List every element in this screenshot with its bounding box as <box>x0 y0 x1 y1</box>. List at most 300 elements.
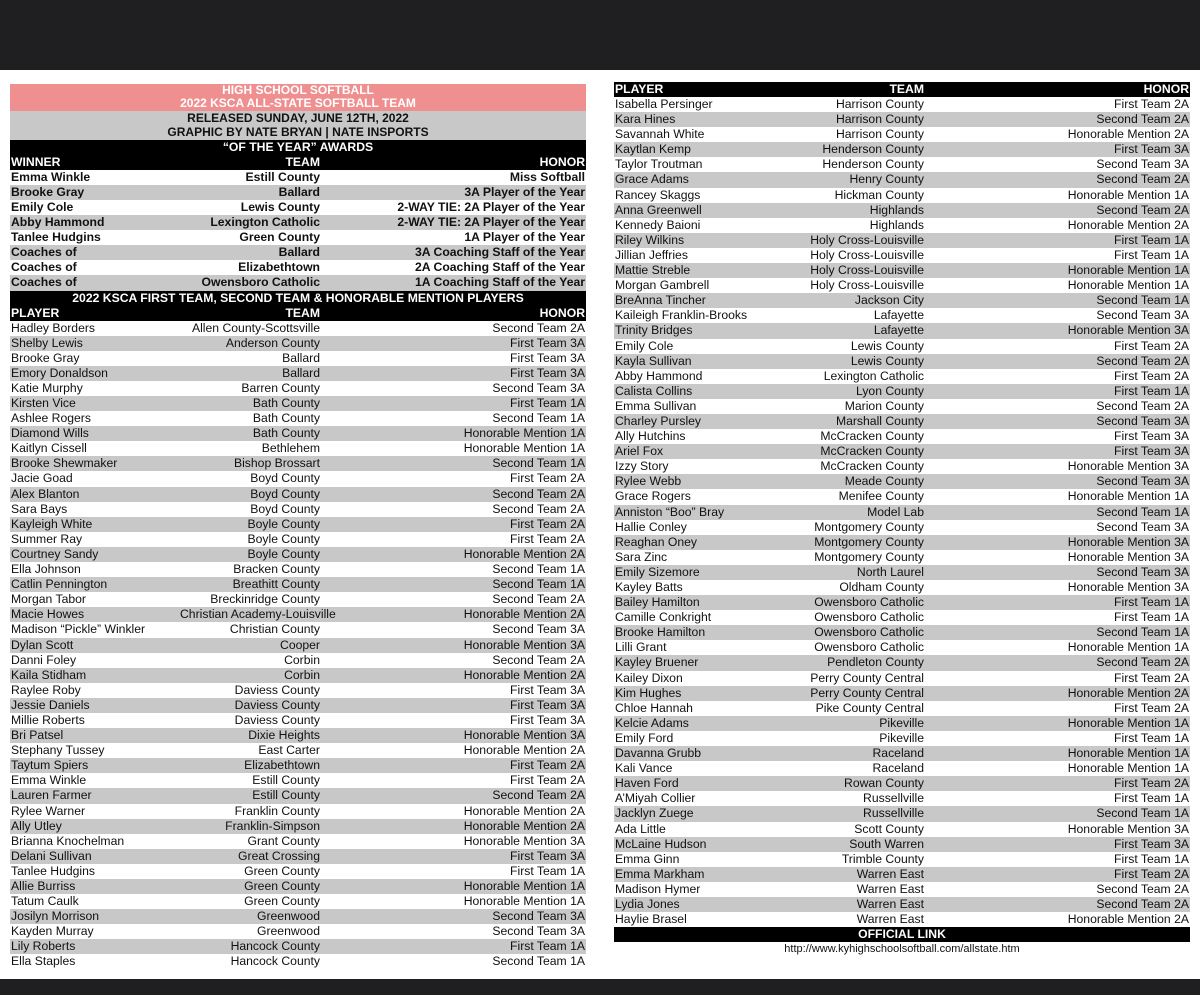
player-honor: First Team 1A <box>1114 851 1189 866</box>
player-honor: First Team 1A <box>1114 730 1189 745</box>
table-row <box>10 532 586 547</box>
player-honor: First Team 1A <box>510 863 585 878</box>
player-honor: Second Team 3A <box>492 909 585 924</box>
player-name: Josilyn Morrison <box>11 909 100 924</box>
player-name: Kayden Murray <box>11 924 94 939</box>
player-honor: First Team 2A <box>1114 866 1189 881</box>
table-row <box>614 505 1190 520</box>
players-title: 2022 KSCA FIRST TEAM, SECOND TEAM & HONORABLE MENTION PLAYERS <box>10 291 586 306</box>
player-team: Russellville <box>863 791 924 806</box>
player-name: Kirsten Vice <box>11 396 76 410</box>
player-team: Lexington Catholic <box>823 368 924 383</box>
player-name: Danni Foley <box>11 652 77 667</box>
player-honor: Second Team 2A <box>492 652 585 667</box>
header-title-line2: 2022 KSCA ALL-STATE SOFTBALL TEAM <box>10 97 586 110</box>
player-team: Franklin-Simpson <box>225 818 320 833</box>
award-honor: 3A Player of the Year <box>464 184 585 199</box>
player-team: Boyle County <box>247 531 320 546</box>
award-honor: 2-WAY TIE: 2A Player of the Year <box>397 215 585 230</box>
player-name: McLaine Hudson <box>615 836 707 851</box>
table-row <box>614 263 1190 278</box>
official-link-label: OFFICIAL LINK <box>614 927 1190 942</box>
table-row <box>614 580 1190 595</box>
player-honor: Second Team 3A <box>1096 413 1189 428</box>
player-team: Christian Academy-Louisville <box>180 607 336 622</box>
table-row <box>614 746 1190 761</box>
player-honor: First Team 3A <box>510 697 585 712</box>
player-honor: First Team 2A <box>1114 97 1189 111</box>
player-team: Christian County <box>229 622 320 637</box>
table-row <box>614 535 1190 550</box>
player-name: A’Miyah Collier <box>615 791 696 806</box>
player-name: Mattie Streble <box>615 263 691 278</box>
player-honor: Second Team 2A <box>1096 202 1189 217</box>
player-name: Emily Cole <box>615 338 674 353</box>
table-row <box>614 308 1190 323</box>
player-team: Allen County-Scottsville <box>191 320 320 335</box>
player-name: Millie Roberts <box>11 712 85 727</box>
table-row <box>614 474 1190 489</box>
player-honor: First Team 2A <box>510 531 585 546</box>
player-team: Lyon County <box>856 383 924 398</box>
player-honor: Second Team 3A <box>492 622 585 637</box>
player-team: Boyle County <box>247 516 320 531</box>
player-name: Stephany Tussey <box>11 743 105 758</box>
col-honor: HONOR <box>1143 82 1189 96</box>
player-name: Shelby Lewis <box>11 335 83 350</box>
player-name: Kailey Dixon <box>615 670 683 685</box>
player-team: Boyd County <box>250 501 320 516</box>
player-team: Warren East <box>856 896 924 911</box>
player-name: Jessie Daniels <box>11 697 90 712</box>
award-winner: Coaches of <box>11 260 77 275</box>
player-name: Macie Howes <box>11 607 85 622</box>
player-team: Lewis County <box>850 353 924 368</box>
player-honor: Second Team 2A <box>492 501 585 516</box>
player-name: Kara Hines <box>615 112 676 127</box>
table-row <box>614 112 1190 127</box>
award-row <box>10 260 586 275</box>
player-team: McCracken County <box>820 459 924 474</box>
player-team: Daviess County <box>234 712 320 727</box>
player-team: South Warren <box>849 836 924 851</box>
table-row <box>614 142 1190 157</box>
award-honor: 2-WAY TIE: 2A Player of the Year <box>397 199 585 214</box>
player-honor: First Team 2A <box>510 516 585 531</box>
player-name: Kelcie Adams <box>615 715 689 730</box>
player-name: Ally Utley <box>11 818 62 833</box>
award-winner: Tanlee Hudgins <box>11 230 101 245</box>
player-honor: First Team 3A <box>1114 142 1189 157</box>
player-honor: Second Team 3A <box>1096 564 1189 579</box>
player-honor: First Team 2A <box>1114 670 1189 685</box>
award-row <box>10 170 586 185</box>
player-honor: First Team 1A <box>1114 247 1189 262</box>
player-honor: Second Team 2A <box>492 320 585 335</box>
player-team: Ballard <box>282 365 320 380</box>
player-team: Breckinridge County <box>210 592 320 607</box>
table-row <box>614 640 1190 655</box>
player-team: Montgomery County <box>814 519 924 534</box>
player-honor: Honorable Mention 3A <box>1067 821 1189 836</box>
table-row <box>614 293 1190 308</box>
table-row <box>614 716 1190 731</box>
table-row <box>614 127 1190 142</box>
player-team: Corbin <box>284 652 320 667</box>
player-team: Green County <box>244 894 320 909</box>
player-team: Harrison County <box>835 97 924 111</box>
player-honor: Second Team 2A <box>492 592 585 607</box>
table-row <box>10 713 586 728</box>
player-team: Bath County <box>252 411 320 426</box>
table-row <box>10 638 586 653</box>
player-name: Ella Johnson <box>11 562 81 577</box>
player-team: Elizabethtown <box>244 758 320 773</box>
player-honor: First Team 1A <box>1114 232 1189 247</box>
table-row <box>10 562 586 577</box>
player-honor: Honorable Mention 2A <box>1067 127 1189 142</box>
player-honor: Second Team 3A <box>1096 308 1189 323</box>
player-name: Emma Sullivan <box>615 398 697 413</box>
player-name: Isabella Persinger <box>615 97 713 111</box>
player-name: Anna Greenwell <box>615 202 702 217</box>
table-row <box>614 731 1190 746</box>
player-honor: Second Team 2A <box>492 788 585 803</box>
right-players-table <box>614 97 1190 927</box>
player-team: Harrison County <box>835 127 924 142</box>
table-row <box>10 577 586 592</box>
player-name: Bri Patsel <box>11 728 64 743</box>
player-name: Rylee Warner <box>11 803 86 818</box>
table-row <box>614 444 1190 459</box>
player-honor: Honorable Mention 1A <box>1067 640 1189 655</box>
player-team: Menifee County <box>838 489 924 504</box>
player-honor: Honorable Mention 1A <box>1067 263 1189 278</box>
player-team: Lewis County <box>850 338 924 353</box>
player-team: Greenwood <box>256 924 320 939</box>
player-honor: First Team 1A <box>510 396 585 410</box>
player-name: Kayley Bruener <box>615 655 699 670</box>
player-honor: Second Team 1A <box>1096 293 1189 308</box>
player-team: Cooper <box>280 637 320 652</box>
player-name: Kim Hughes <box>615 685 682 700</box>
table-row <box>10 909 586 924</box>
player-name: Emily Ford <box>615 730 674 745</box>
player-team: Scott County <box>854 821 924 836</box>
table-row <box>10 954 586 969</box>
player-team: Model Lab <box>867 504 924 519</box>
table-row <box>10 517 586 532</box>
table-row <box>10 592 586 607</box>
award-honor: 1A Player of the Year <box>464 230 585 245</box>
player-name: Camille Conkright <box>615 610 712 625</box>
table-row <box>10 728 586 743</box>
player-name: Dylan Scott <box>11 637 74 652</box>
player-team: Oldham County <box>839 580 924 594</box>
player-honor: First Team 2A <box>510 758 585 773</box>
player-name: Grace Rogers <box>615 489 691 504</box>
table-row <box>614 218 1190 233</box>
player-team: Jackson City <box>854 293 924 308</box>
player-honor: Second Team 2A <box>492 486 585 501</box>
player-name: Emma Ginn <box>615 851 680 866</box>
player-name: Izzy Story <box>615 459 669 474</box>
player-team: Perry County Central <box>810 685 924 700</box>
awards-col-team: TEAM <box>285 154 320 169</box>
table-row <box>10 381 586 396</box>
table-row <box>10 879 586 894</box>
player-name: Grace Adams <box>615 172 689 187</box>
bottom-dark-bar <box>0 979 1200 995</box>
player-name: Summer Ray <box>11 531 83 546</box>
player-honor: Second Team 1A <box>492 411 585 426</box>
table-row <box>10 864 586 879</box>
table-row <box>614 278 1190 293</box>
player-team: Grant County <box>247 833 320 848</box>
player-name: Savannah White <box>615 127 705 142</box>
col-player: PLAYER <box>615 82 664 96</box>
table-row <box>614 203 1190 218</box>
player-team: Henderson County <box>822 142 924 157</box>
award-winner: Coaches of <box>11 275 77 290</box>
table-row <box>614 837 1190 852</box>
awards-title: “OF THE YEAR” AWARDS <box>10 140 586 155</box>
player-honor: First Team 3A <box>510 365 585 380</box>
player-name: Courtney Sandy <box>11 546 99 561</box>
table-row <box>10 336 586 351</box>
table-row <box>10 456 586 471</box>
player-team: Trimble County <box>841 851 924 866</box>
player-name: Kayla Sullivan <box>615 353 692 368</box>
player-name: Abby Hammond <box>615 368 703 383</box>
table-row <box>10 502 586 517</box>
player-honor: Honorable Mention 1A <box>463 426 585 441</box>
table-row <box>614 867 1190 882</box>
player-name: Tanlee Hudgins <box>11 863 96 878</box>
player-honor: Honorable Mention 1A <box>463 879 585 893</box>
player-team: Pikeville <box>879 730 924 745</box>
player-name: Charley Pursley <box>615 413 702 428</box>
table-row <box>614 852 1190 867</box>
player-honor: First Team 3A <box>1114 836 1189 851</box>
table-row <box>10 351 586 366</box>
player-honor: Honorable Mention 2A <box>1067 685 1189 700</box>
player-honor: Second Team 3A <box>1096 157 1189 172</box>
player-team: McCracken County <box>820 444 924 459</box>
table-row <box>614 761 1190 776</box>
player-team: Ballard <box>282 350 320 365</box>
player-name: Brianna Knochelman <box>11 833 125 848</box>
table-row <box>10 471 586 486</box>
table-row <box>10 743 586 758</box>
player-team: Henry County <box>849 172 924 187</box>
player-team: Daviess County <box>234 682 320 697</box>
player-honor: Honorable Mention 1A <box>1067 761 1189 776</box>
player-name: Jillian Jeffries <box>615 247 688 262</box>
table-row <box>10 819 586 834</box>
award-row <box>10 230 586 245</box>
table-row <box>614 233 1190 248</box>
player-team: Lafayette <box>873 308 924 323</box>
table-row <box>614 414 1190 429</box>
player-honor: Second Team 1A <box>492 456 585 471</box>
player-name: Riley Wilkins <box>615 232 685 247</box>
award-team: Elizabethtown <box>238 260 320 275</box>
player-name: Ashlee Rogers <box>11 411 91 426</box>
left-players-header-row <box>10 306 586 321</box>
award-team: Ballard <box>278 245 320 260</box>
player-name: Haylie Brasel <box>615 912 687 927</box>
player-name: Diamond Wills <box>11 426 89 441</box>
player-honor: Honorable Mention 1A <box>1067 187 1189 202</box>
player-name: Emma Markham <box>615 866 705 881</box>
table-row <box>614 897 1190 912</box>
player-honor: First Team 1A <box>1114 383 1189 398</box>
player-team: Bath County <box>252 396 320 410</box>
award-team: Lewis County <box>240 199 320 214</box>
table-row <box>614 157 1190 172</box>
player-name: Reaghan Oney <box>615 534 697 549</box>
player-name: Emory Donaldson <box>11 365 108 380</box>
player-name: Ally Hutchins <box>615 429 686 444</box>
player-honor: Second Team 1A <box>492 954 585 969</box>
awards-header-row <box>10 155 586 170</box>
player-name: Allie Burriss <box>11 879 76 893</box>
player-team: Barren County <box>241 380 320 395</box>
left-column <box>10 84 586 970</box>
player-honor: Honorable Mention 1A <box>1067 746 1189 761</box>
player-honor: Second Team 1A <box>492 577 585 592</box>
award-team: Green County <box>239 230 320 245</box>
player-honor: Honorable Mention 1A <box>1067 715 1189 730</box>
player-team: Marshall County <box>835 413 924 428</box>
player-name: Trinity Bridges <box>615 323 693 338</box>
header-release-date: RELEASED SUNDAY, JUNE 12TH, 2022 <box>10 111 586 126</box>
player-team: East Carter <box>258 743 320 758</box>
player-name: Lauren Farmer <box>11 788 92 803</box>
award-winner: Coaches of <box>11 245 77 260</box>
player-honor: First Team 2A <box>510 773 585 788</box>
player-honor: Honorable Mention 3A <box>1067 549 1189 564</box>
table-row <box>614 188 1190 203</box>
player-name: Hadley Borders <box>11 320 95 335</box>
player-name: Kennedy Baioni <box>615 217 701 232</box>
player-honor: First Team 2A <box>1114 776 1189 791</box>
player-name: Lydia Jones <box>615 896 680 911</box>
player-honor: Second Team 2A <box>1096 172 1189 187</box>
player-team: Holy Cross-Louisville <box>810 247 924 262</box>
table-row <box>10 788 586 803</box>
player-honor: Honorable Mention 3A <box>463 833 585 848</box>
player-team: Corbin <box>284 667 320 682</box>
table-row <box>614 671 1190 686</box>
table-row <box>614 806 1190 821</box>
player-team: Franklin County <box>234 803 320 818</box>
award-team: Estill County <box>245 169 320 184</box>
official-link-url[interactable]: http://www.kyhighschoolsoftball.com/allstate.htm <box>784 943 1020 956</box>
player-honor: Second Team 2A <box>1096 896 1189 911</box>
player-honor: Honorable Mention 1A <box>1067 489 1189 504</box>
player-name: Katie Murphy <box>11 380 83 395</box>
player-name: Morgan Tabor <box>11 592 86 607</box>
player-name: Delani Sullivan <box>11 848 92 863</box>
table-row <box>10 622 586 637</box>
table-row <box>10 894 586 909</box>
award-winner: Emily Cole <box>11 199 74 214</box>
table-row <box>10 426 586 441</box>
player-honor: Honorable Mention 2A <box>463 607 585 622</box>
player-honor: First Team 1A <box>510 939 585 954</box>
player-name: Calista Collins <box>615 383 693 398</box>
player-name: Madison Hymer <box>615 881 701 896</box>
player-team: Montgomery County <box>814 534 924 549</box>
table-row <box>10 366 586 381</box>
player-honor: First Team 2A <box>1114 368 1189 383</box>
player-honor: Second Team 1A <box>492 562 585 577</box>
col-honor: HONOR <box>539 305 585 320</box>
player-team: Owensboro Catholic <box>814 595 924 610</box>
player-name: Ada Little <box>615 821 666 836</box>
player-team: Hancock County <box>230 939 320 954</box>
player-team: Green County <box>244 879 320 893</box>
player-honor: Honorable Mention 1A <box>1067 278 1189 293</box>
player-team: Owensboro Catholic <box>814 640 924 655</box>
player-honor: Honorable Mention 3A <box>463 728 585 743</box>
col-team: TEAM <box>285 305 320 320</box>
table-row <box>614 595 1190 610</box>
player-name: Sara Bays <box>11 501 68 516</box>
table-row <box>614 429 1190 444</box>
player-honor: First Team 3A <box>1114 444 1189 459</box>
player-honor: First Team 1A <box>1114 791 1189 806</box>
player-team: Russellville <box>863 806 924 821</box>
player-honor: Second Team 2A <box>1096 112 1189 127</box>
table-row <box>614 172 1190 187</box>
player-honor: Honorable Mention 2A <box>1067 912 1189 927</box>
player-name: Rylee Webb <box>615 474 682 489</box>
player-honor: Honorable Mention 1A <box>463 894 585 909</box>
table-row <box>614 791 1190 806</box>
player-name: Taylor Troutman <box>615 157 703 172</box>
player-honor: Honorable Mention 3A <box>1067 459 1189 474</box>
player-team: Highlands <box>869 217 924 232</box>
awards-col-winner: WINNER <box>11 154 61 169</box>
table-row <box>614 776 1190 791</box>
player-team: North Laurel <box>856 564 924 579</box>
player-honor: Honorable Mention 2A <box>463 743 585 758</box>
table-row <box>10 607 586 622</box>
award-row <box>10 200 586 215</box>
player-team: Dixie Heights <box>248 728 320 743</box>
header-credit: GRAPHIC BY NATE BRYAN | NATE INSPORTS <box>10 125 586 140</box>
player-honor: First Team 3A <box>510 350 585 365</box>
player-honor: First Team 3A <box>510 335 585 350</box>
player-honor: Second Team 3A <box>1096 474 1189 489</box>
player-team: Greenwood <box>256 909 320 924</box>
table-row <box>614 97 1190 112</box>
player-honor: First Team 2A <box>1114 700 1189 715</box>
player-team: Warren East <box>856 881 924 896</box>
award-honor: 2A Coaching Staff of the Year <box>415 260 585 275</box>
player-team: Highlands <box>869 202 924 217</box>
player-honor: Honorable Mention 2A <box>463 667 585 682</box>
player-name: Haven Ford <box>615 776 679 791</box>
col-player: PLAYER <box>11 305 60 320</box>
top-dark-bar <box>0 0 1200 70</box>
player-team: Meade County <box>844 474 924 489</box>
player-team: Hickman County <box>834 187 924 202</box>
table-row <box>614 701 1190 716</box>
